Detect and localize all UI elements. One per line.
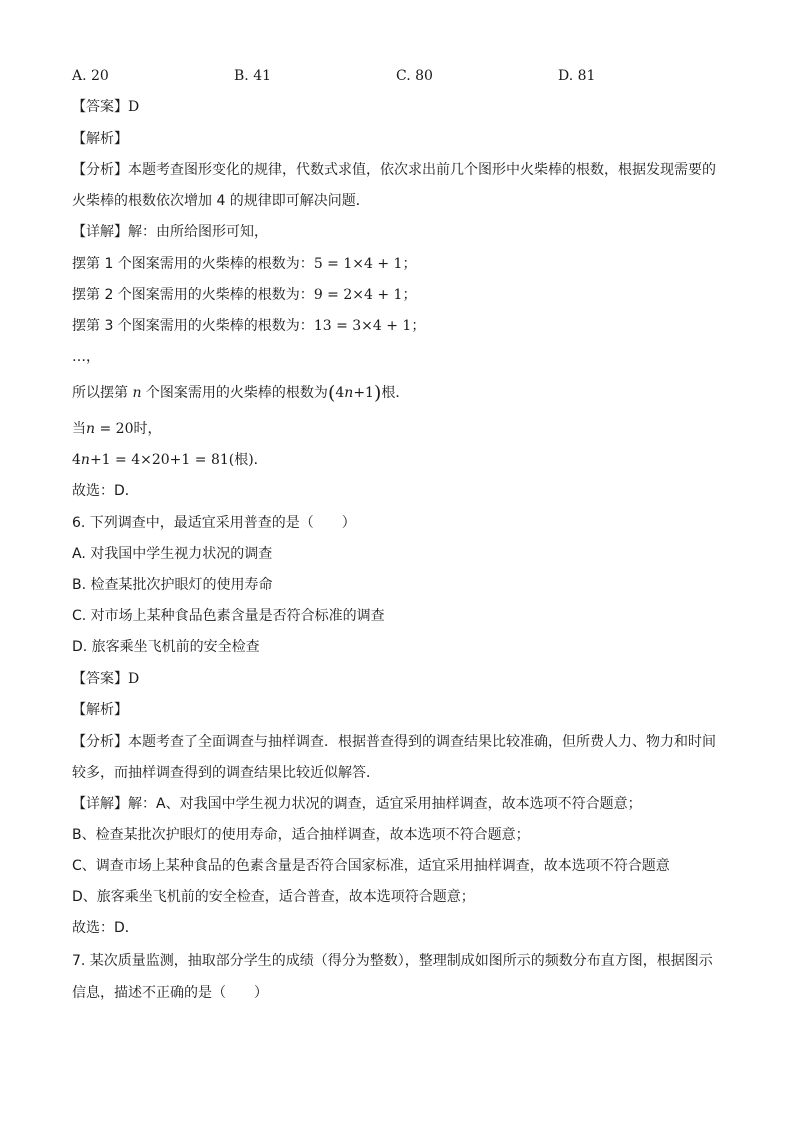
q6-stem: 6. 下列调查中，最适宜采用普查的是（ ） bbox=[72, 515, 356, 531]
q6-analysis-tag: 【解析】 bbox=[72, 702, 128, 718]
q5-choice: 故选：D． bbox=[72, 483, 139, 499]
q5-option-d: D. 81 bbox=[558, 68, 596, 84]
q5-option-b: B. 41 bbox=[234, 68, 272, 84]
q5-analysis-tag: 【解析】 bbox=[72, 131, 128, 147]
q6-detail-a: 【详解】解：A、对我国中学生视力状况的调查，适宜采用抽样调查，故本选项不符合题意； bbox=[72, 796, 642, 812]
q6-detail-b: B、检查某批次护眼灯的使用寿命，适合抽样调查，故本选项不符合题意； bbox=[72, 827, 530, 843]
q6-choice: 故选：D． bbox=[72, 920, 139, 936]
q7-stem-line1: 7. 某次质量监测，抽取部分学生的成绩（得分为整数），整理制成如图所示的频数分布直方图，根据图示 bbox=[72, 953, 713, 969]
q5-step-1: 摆第 1 个图案需用的火柴棒的根数为：5 = 1×4 + 1； bbox=[72, 256, 417, 272]
q5-step-3: 摆第 3 个图案需用的火柴棒的根数为：13 = 3×4 + 1； bbox=[72, 318, 426, 334]
q6-detail-c: C、调查市场上某种食品的色素含量是否符合国家标准，适宜采用抽样调查，故本选项不符合题意 bbox=[72, 858, 670, 874]
q5-when-n: 当n = 20时， bbox=[72, 421, 162, 437]
q5-fenxi-line1: 【分析】本题考查图形变化的规律，代数式求值，依次求出前几个图形中火柴棒的根数，根据发现需要的 bbox=[72, 162, 716, 178]
q6-option-b: B. 检查某批次护眼灯的使用寿命 bbox=[72, 577, 273, 593]
q5-step-2: 摆第 2 个图案需用的火柴棒的根数为：9 = 2×4 + 1； bbox=[72, 287, 417, 303]
q5-calculation: 4n+1 = 4×20+1 = 81(根)． bbox=[72, 452, 268, 468]
q5-detail-intro: 【详解】解：由所给图形可知， bbox=[72, 224, 268, 240]
q5-option-c: C. 80 bbox=[396, 68, 433, 84]
q7-stem-line2: 信息，描述不正确的是（ ） bbox=[72, 985, 268, 1001]
q5-fenxi-line2: 火柴棒的根数依次增加 4 的规律即可解决问题． bbox=[72, 193, 370, 209]
q5-ellipsis: …， bbox=[72, 349, 100, 365]
q6-option-c: C. 对市场上某种食品色素含量是否符合标准的调查 bbox=[72, 608, 385, 624]
q6-option-a: A. 对我国中学生视力状况的调查 bbox=[72, 546, 273, 562]
q6-detail-d: D、旅客乘坐飞机前的安全检查，适合普查，故本选项符合题意； bbox=[72, 889, 475, 905]
q5-option-a: A. 20 bbox=[72, 68, 109, 84]
q6-answer: 【答案】D bbox=[72, 671, 140, 687]
q5-answer: 【答案】D bbox=[72, 99, 140, 115]
q5-general-term: 所以摆第 n 个图案需用的火柴棒的根数为(4n+1)根． bbox=[72, 382, 410, 404]
q6-fenxi-line1: 【分析】本题考查了全面调查与抽样调查．根据普查得到的调查结果比较准确，但所费人力、物力和时间 bbox=[72, 734, 716, 750]
q6-option-d: D. 旅客乘坐飞机前的安全检查 bbox=[72, 639, 260, 655]
q6-fenxi-line2: 较多，而抽样调查得到的调查结果比较近似解答． bbox=[72, 765, 380, 781]
